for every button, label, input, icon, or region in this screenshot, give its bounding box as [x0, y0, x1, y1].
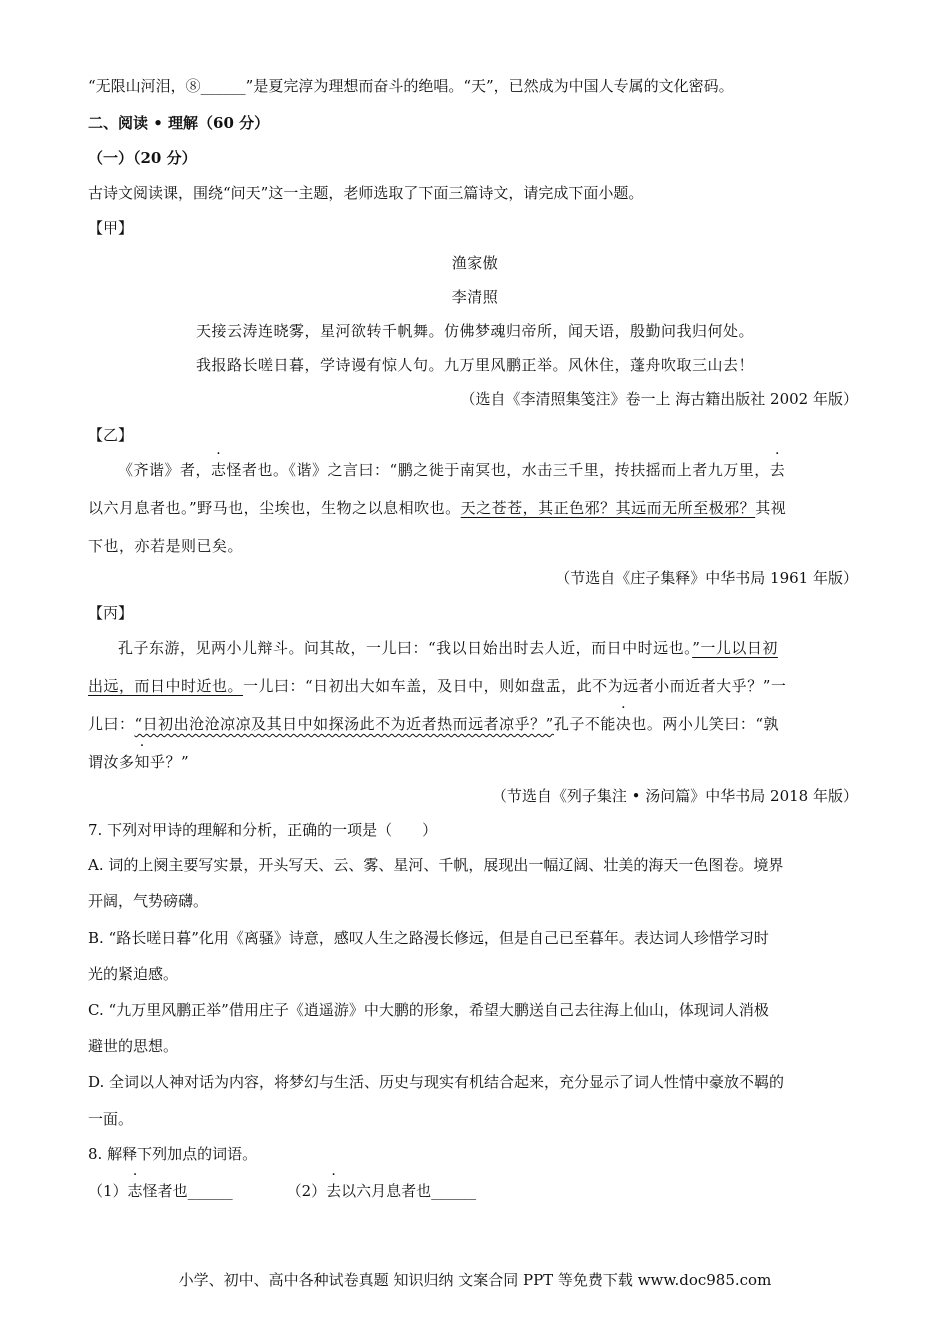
bing-label: 【丙】	[88, 604, 134, 622]
fill-blank[interactable]: ______	[200, 77, 246, 95]
instructions: 古诗文阅读课，围绕“问天”这一主题，老师选取了下面三篇诗文，请完成下面小题。	[88, 184, 644, 202]
bing-text-line-2: 出远，而日中时近也。一儿曰：“日初出大如车盖，及日中，则如盘盂，此不为远者小而近者大乎？”一	[88, 677, 787, 695]
dotted-char: 去	[326, 1182, 342, 1200]
section-heading: 二、阅读 • 理解（60 分）	[88, 114, 270, 132]
option-b: B. “路长嗟日暮”化用《离骚》诗意，感叹人生之路漫长修远，但是自己已至暮年。表达词人珍惜学习时	[88, 929, 769, 947]
underlined-sentence: 出远，而日中时近也。	[88, 677, 244, 695]
option-b-cont: 光的紧迫感。	[88, 965, 179, 983]
jia-label: 【甲】	[88, 219, 134, 237]
yi-source: （节选自《庄子集释》中华书局 1961 年版）	[555, 569, 858, 587]
answer-blank-2[interactable]: ______	[431, 1182, 477, 1200]
option-a-cont: 开阔，气势磅礴。	[88, 892, 209, 910]
dotted-char: 去	[769, 461, 786, 479]
jia-source: （选自《李清照集笺注》卷一上 海古籍出版社 2002 年版）	[460, 390, 858, 408]
yi-text-line-2: 以六月息者也。”野马也，尘埃也，生物之以息相吹也。天之苍苍，其正色邪？其远而无所至极邪？其视	[88, 499, 787, 517]
question-8-stem: 8. 解释下列加点的词语。	[88, 1145, 258, 1163]
dotted-char: 决	[615, 715, 632, 733]
subsection-heading: （一）（20 分）	[88, 149, 197, 167]
underlined-sentence: ”一儿以日初	[692, 639, 778, 657]
poem-author: 李清照	[451, 288, 499, 306]
yi-text-line-1: 《齐谐》者，志怪者也。《谐》之言曰：“鹏之徙于南冥也，水击三千里，抟扶摇而上者九万里，去	[118, 461, 786, 479]
question-7-stem: 7. 下列对甲诗的理解和分析，正确的一项是（ ）	[88, 821, 438, 839]
bing-text-line-3: 儿曰：“日初出沧沧凉凉及其日中如探汤此不为近者热而远者凉乎？”孔子不能决也。两小儿笑曰：“孰	[88, 715, 780, 733]
bing-text-line-1: 孔子东游，见两小儿辩斗。问其故，一儿曰：“我以日始出时去人近，而日中时远也。”一儿以日初	[118, 639, 778, 657]
option-a: A. 词的上阕主要写实景，开头写天、云、雾、星河、千帆，展现出一幅辽阔、壮美的海天一色图卷。境界	[88, 856, 784, 874]
poem-line-2: 我报路长嗟日暮，学诗谩有惊人句。九万里风鹏正举。风休住，蓬舟吹取三山去！	[195, 356, 754, 374]
option-c: C. “九万里风鹏正举”借用庄子《逍遥游》中大鹏的形象，希望大鹏送自己去往海上仙山，体现词人消极	[88, 1001, 769, 1019]
option-c-cont: 避世的思想。	[88, 1037, 179, 1055]
dotted-char: 志	[127, 1182, 143, 1200]
intro-line: “无限山河泪，⑧______”是夏完淳为理想而奋斗的绝唱。“天”，已然成为中国人专属的文化密码。	[88, 77, 734, 95]
yi-label: 【乙】	[88, 426, 134, 444]
underlined-sentence: 天之苍苍，其正色邪？其远而无所至极邪？	[460, 499, 756, 517]
page-footer: 小学、初中、高中各种试卷真题 知识归纳 文案合同 PPT 等免费下载 www.doc985.com	[178, 1271, 772, 1289]
poem-title: 渔家傲	[451, 254, 499, 272]
poem-line-1: 天接云涛连晓雾，星河欲转千帆舞。仿佛梦魂归帝所，闻天语，殷勤问我归何处。	[195, 322, 754, 340]
dotted-char: 志	[211, 461, 227, 479]
option-d: D. 全词以人神对话为内容，将梦幻与生活、历史与现实有机结合起来，充分显示了词人性情中豪放不羁的	[88, 1073, 785, 1091]
question-8-items: （1）志怪者也______ （2）去以六月息者也______	[88, 1182, 477, 1200]
dotted-char: 知	[134, 753, 151, 771]
bing-text-line-4: 谓汝多知乎？”	[88, 753, 190, 771]
answer-blank-1[interactable]: ______	[187, 1182, 233, 1200]
bing-source: （节选自《列子集注 • 汤问篇》中华书局 2018 年版）	[491, 787, 858, 805]
yi-text-line-3: 下也，亦若是则已矣。	[88, 537, 244, 555]
wavy-underlined-sentence: “日初出沧沧凉凉及其日中如探汤此不为近者热而远者凉乎？”	[134, 715, 554, 733]
option-d-cont: 一面。	[88, 1110, 134, 1128]
